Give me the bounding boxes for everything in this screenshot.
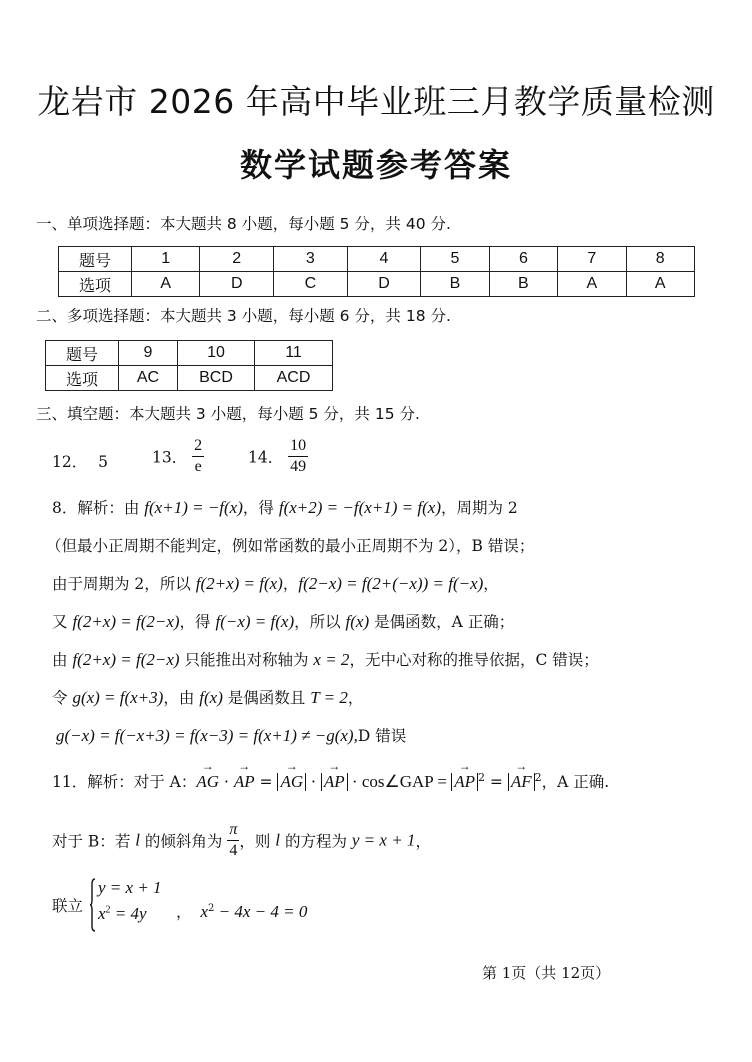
- solution8-line4: [52, 610, 514, 632]
- fraction-denominator: e: [194, 458, 202, 475]
- exponent: 2: [534, 770, 542, 784]
- abs-value: [321, 773, 348, 791]
- table-cell: B: [489, 272, 557, 297]
- document-title: 龙岩市 2026 年高中毕业班三月教学质量检测: [37, 82, 715, 121]
- text: ，无中心对称的推导依据，C 错误；: [349, 651, 599, 669]
- table-row: [46, 366, 333, 391]
- vector-ap: → AP: [324, 772, 345, 792]
- text: ，得: [242, 499, 279, 517]
- table-cell: ACD: [255, 366, 333, 391]
- table-cell: 5: [421, 247, 489, 272]
- table-cell: 选项: [59, 272, 132, 297]
- fraction-numerator: π: [227, 820, 239, 841]
- text: ，: [282, 575, 299, 593]
- text: 11．解析：对于 A：: [52, 773, 197, 791]
- text: 的方程为: [280, 832, 352, 851]
- vector-ap: → AP: [454, 772, 475, 792]
- text: ，得: [179, 613, 216, 631]
- table-cell: 7: [558, 247, 626, 272]
- fraction-denominator: 4: [229, 842, 238, 859]
- exponent: 2: [105, 904, 111, 916]
- formula: − 4x − 4 = 0: [214, 902, 308, 921]
- table-cell: 10: [178, 341, 255, 366]
- table-row: [59, 247, 695, 272]
- text: ·: [306, 773, 321, 791]
- table-cell: 6: [489, 247, 557, 272]
- table-cell: 1: [132, 247, 200, 272]
- table-cell: A: [132, 272, 200, 297]
- formula: = 4y: [110, 904, 147, 923]
- formula: x = 2: [313, 650, 350, 669]
- text: ，: [483, 575, 499, 593]
- answer-fraction: [192, 436, 204, 477]
- solution11-line3-result: [176, 900, 307, 922]
- section1-heading: 一、单项选择题：本大题共 8 小题，每小题 5 分，共 40 分.: [36, 215, 451, 233]
- table-cell: D: [347, 272, 421, 297]
- formula: f(x): [345, 612, 370, 631]
- text: 由: [52, 651, 73, 669]
- table-cell: B: [421, 272, 489, 297]
- formula: y = x + 1: [351, 830, 416, 850]
- solution8-line3: [52, 572, 499, 594]
- text: 是偶函数，A 正确；: [369, 613, 515, 631]
- fraction-numerator: 10: [288, 436, 308, 457]
- fill-answer-13: [152, 436, 204, 477]
- solution8-line2: （但最小正周期不能判定，例如常函数的最小正周期不为 2），B 错误；: [46, 537, 535, 555]
- text: ，所以: [294, 613, 346, 631]
- formula: x: [200, 902, 208, 921]
- page-footer: 第 1页（共 12页）: [482, 964, 611, 982]
- table-cell: A: [558, 272, 626, 297]
- question-label: 14．: [248, 448, 284, 467]
- formula: f(x+2) = −f(x+1) = f(x): [278, 498, 441, 517]
- exponent: 2: [208, 902, 215, 914]
- formula: g(−x) = f(−x+3) = f(x−3) = f(x+1) ≠ −g(x),: [56, 726, 358, 745]
- text: 只能推出对称轴为: [179, 651, 314, 669]
- solution11-line2: [52, 820, 431, 861]
- text: ，则: [239, 832, 276, 851]
- formula: f(2+x) = f(x): [195, 574, 283, 593]
- text: =: [254, 773, 278, 791]
- text: ，A 正确.: [541, 773, 610, 791]
- solution8-line6: [52, 686, 363, 708]
- formula: · cos∠GAP =: [347, 772, 452, 791]
- table-cell: 9: [119, 341, 178, 366]
- table-cell: 题号: [59, 247, 132, 272]
- text: D 错误: [357, 727, 407, 745]
- solution11-line1: [52, 770, 609, 792]
- formula: l: [135, 830, 140, 850]
- table-cell: 3: [274, 247, 348, 272]
- formula: f(2+x) = f(2−x): [72, 612, 180, 631]
- exponent: 2: [477, 770, 485, 784]
- text: 又: [52, 613, 73, 631]
- text: 由于周期为 2，所以: [52, 575, 196, 593]
- answer-value: 5: [98, 453, 109, 471]
- text: =: [484, 773, 508, 791]
- formula: f(x): [199, 688, 223, 707]
- abs-value: [508, 773, 535, 791]
- solution8-line7: [56, 724, 406, 746]
- question-label: 13．: [152, 448, 188, 467]
- fill-answer-14: [248, 436, 308, 477]
- answer-fraction: [288, 436, 308, 477]
- table-cell: 2: [200, 247, 274, 272]
- document-subtitle: 数学试题参考答案: [239, 146, 512, 184]
- formula: f(−x) = f(x): [215, 612, 295, 631]
- section3-heading: 三、填空题：本大题共 3 小题，每小题 5 分，共 15 分.: [36, 405, 420, 423]
- text: ，由: [163, 689, 200, 707]
- formula: f(2+x) = f(2−x): [72, 650, 180, 669]
- system-equation-2: [98, 904, 162, 924]
- table-cell: D: [200, 272, 274, 297]
- table-cell: AC: [119, 366, 178, 391]
- text: ，: [415, 832, 431, 851]
- equation-system: [98, 878, 162, 924]
- formula: f(2−x) = f(2+(−x)) = f(−x): [298, 574, 484, 593]
- table-row: [46, 341, 333, 366]
- formula: f(x+1) = −f(x): [144, 498, 243, 517]
- text: 令: [52, 689, 73, 707]
- table-cell: 11: [255, 341, 333, 366]
- abs-value: [277, 773, 306, 791]
- solution8-line5: [52, 648, 599, 670]
- table-cell: 选项: [46, 366, 119, 391]
- fraction-numerator: 2: [192, 436, 204, 457]
- text: ，周期为 2: [440, 499, 518, 517]
- system-equation-1: y = x + 1: [98, 878, 162, 897]
- text: ，: [347, 689, 364, 707]
- vector-af: → AF: [511, 772, 532, 792]
- text: 8．解析：由: [52, 499, 145, 517]
- fill-answer-12: [52, 450, 108, 472]
- table-cell: 4: [347, 247, 421, 272]
- table-row: [59, 272, 695, 297]
- table-cell: C: [274, 272, 348, 297]
- text: 是偶函数且: [222, 689, 311, 707]
- pi-over-4: [227, 820, 239, 861]
- vector-ap: → AP: [234, 772, 255, 792]
- text: 的倾斜角为: [139, 832, 228, 851]
- text: 对于 B：若: [52, 832, 136, 851]
- single-choice-answer-table: [58, 246, 695, 297]
- solution11-line3-label: 联立: [52, 897, 84, 915]
- vector-ag: → AG: [196, 772, 219, 792]
- multi-choice-answer-table: [45, 340, 333, 391]
- section2-heading: 二、多项选择题：本大题共 3 小题，每小题 6 分，共 18 分.: [36, 307, 451, 325]
- text: ，: [176, 903, 192, 921]
- system-brace: [90, 878, 96, 932]
- solution8-line1: [52, 496, 518, 518]
- table-cell: 题号: [46, 341, 119, 366]
- formula: T = 2: [310, 688, 348, 707]
- abs-value: [451, 773, 478, 791]
- formula: x: [98, 904, 106, 923]
- text: ·: [219, 773, 234, 791]
- formula: l: [275, 830, 281, 850]
- table-cell: 8: [626, 247, 695, 272]
- fraction-denominator: 49: [290, 458, 307, 475]
- question-label: 12．: [52, 453, 88, 471]
- formula: g(x) = f(x+3): [72, 688, 164, 707]
- vector-ag: → AG: [280, 772, 303, 792]
- table-cell: A: [626, 272, 695, 297]
- table-cell: BCD: [178, 366, 255, 391]
